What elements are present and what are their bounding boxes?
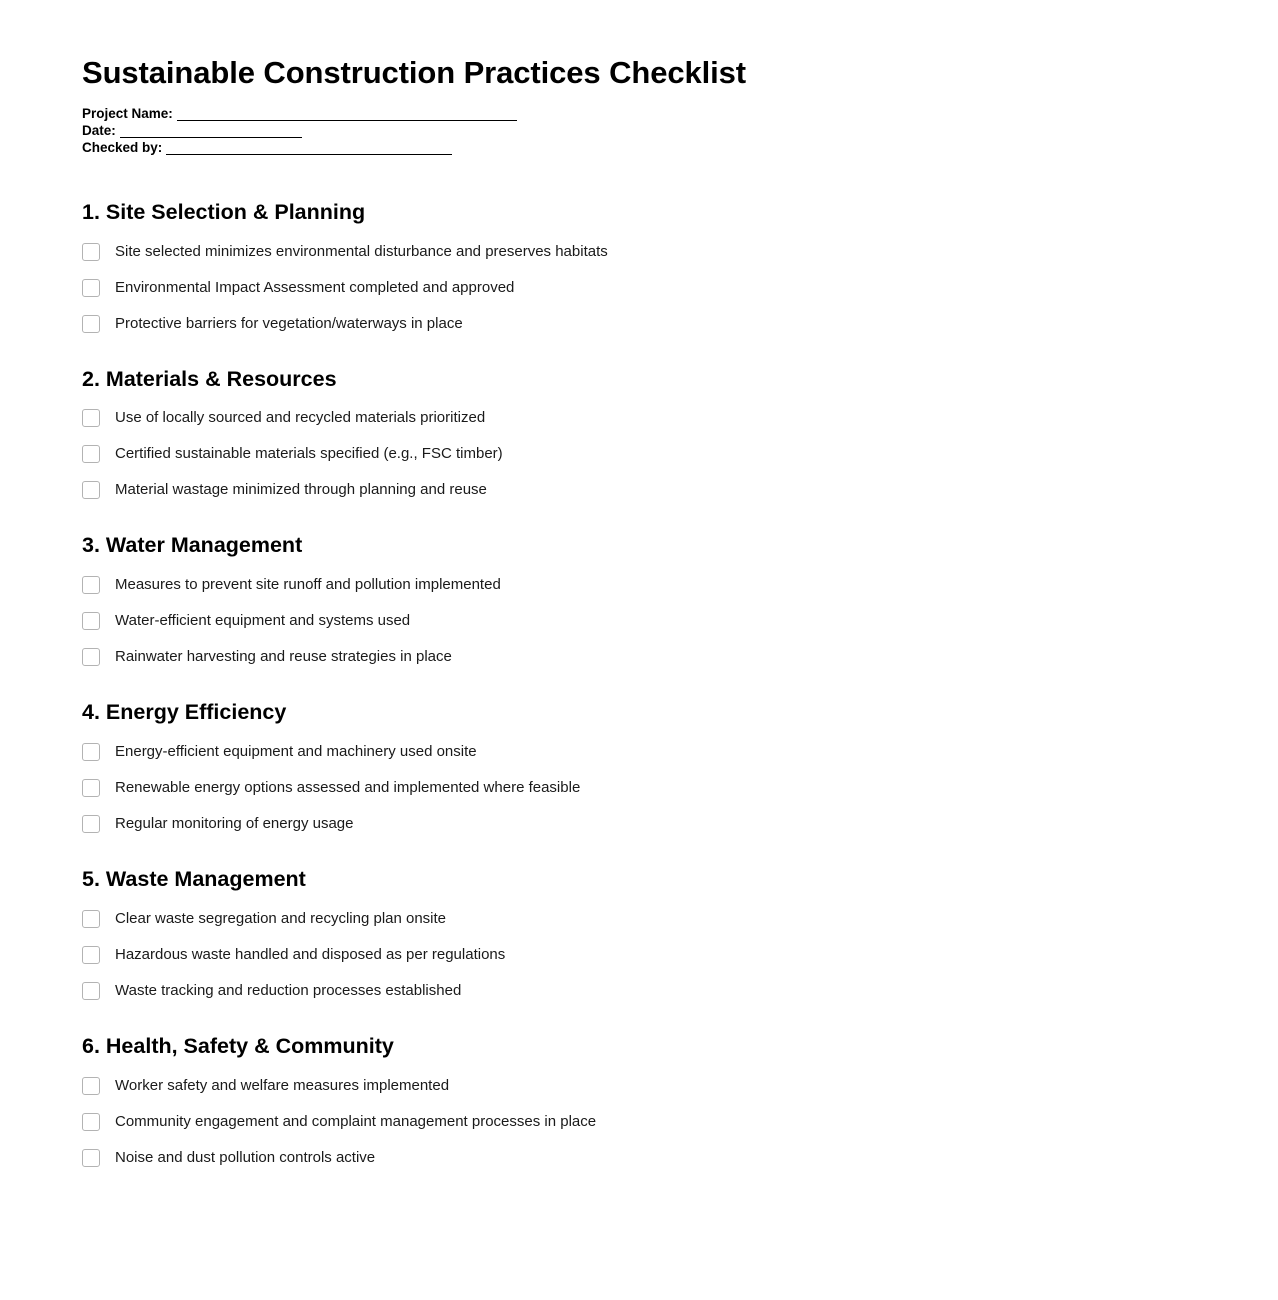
- checkbox-icon[interactable]: [82, 481, 100, 499]
- meta-label-date: Date:: [82, 122, 116, 138]
- checklist-item[interactable]: [82, 981, 1278, 1000]
- checklist-items: [82, 575, 1278, 666]
- checklist-item-label: Site selected minimizes environmental disturbance and preserves habitats: [115, 242, 608, 260]
- checkbox-icon[interactable]: [82, 946, 100, 964]
- checklist-item-label: Regular monitoring of energy usage: [115, 814, 354, 832]
- checkbox-icon[interactable]: [82, 612, 100, 630]
- checklist-item-label: Hazardous waste handled and disposed as per regulations: [115, 945, 506, 963]
- checklist-item-label: Community engagement and complaint management processes in place: [115, 1112, 597, 1130]
- checklist-item[interactable]: [82, 909, 1278, 928]
- checkbox-icon[interactable]: [82, 409, 100, 427]
- section-heading: 3. Water Management: [82, 533, 303, 558]
- checklist-item-label: Environmental Impact Assessment completed and approved: [115, 278, 515, 296]
- checklist-items: [82, 742, 1278, 833]
- checklist-item[interactable]: [82, 1148, 1278, 1167]
- checklist-item-label: Energy-efficient equipment and machinery used onsite: [115, 742, 477, 760]
- checklist-item[interactable]: [82, 242, 1278, 261]
- checklist-item[interactable]: [82, 444, 1278, 463]
- checked-by-input[interactable]: [166, 143, 452, 155]
- checkbox-icon[interactable]: [82, 1113, 100, 1131]
- checklist-item-label: Waste tracking and reduction processes established: [115, 981, 462, 999]
- section-heading: 1. Site Selection & Planning: [82, 199, 366, 224]
- checklist-item-label: Renewable energy options assessed and implemented where feasible: [115, 778, 581, 796]
- checkbox-icon[interactable]: [82, 982, 100, 1000]
- checklist-item[interactable]: [82, 480, 1278, 499]
- checkbox-icon[interactable]: [82, 243, 100, 261]
- meta-label-checked-by: Checked by:: [82, 139, 163, 155]
- checklist-item-label: Rainwater harvesting and reuse strategies in place: [115, 648, 452, 666]
- section-heading: 4. Energy Efficiency: [82, 700, 287, 725]
- section-heading: 2. Materials & Resources: [82, 366, 337, 391]
- checklist-item-label: Use of locally sourced and recycled materials prioritized: [115, 409, 486, 427]
- checkbox-icon[interactable]: [82, 743, 100, 761]
- section-water-management: [82, 533, 1278, 666]
- page-title: Sustainable Construction Practices Checklist: [82, 55, 747, 90]
- checkbox-icon[interactable]: [82, 779, 100, 797]
- checkbox-icon[interactable]: [82, 1149, 100, 1167]
- checklist-item[interactable]: [82, 1076, 1278, 1095]
- checklist-items: [82, 242, 1278, 333]
- checklist-item[interactable]: [82, 778, 1278, 797]
- checklist-item-label: Worker safety and welfare measures implemented: [115, 1076, 450, 1094]
- checkbox-icon[interactable]: [82, 815, 100, 833]
- checklist-item[interactable]: [82, 1112, 1278, 1131]
- checkbox-icon[interactable]: [82, 910, 100, 928]
- checkbox-icon[interactable]: [82, 279, 100, 297]
- section-energy-efficiency: [82, 700, 1278, 833]
- checklist-item-label: Noise and dust pollution controls active: [115, 1148, 376, 1166]
- checklist-item[interactable]: [82, 575, 1278, 594]
- checklist-items: [82, 408, 1278, 499]
- checklist-item[interactable]: [82, 611, 1278, 630]
- section-health-safety-community: [82, 1034, 1278, 1167]
- project-name-input[interactable]: [177, 109, 517, 121]
- checklist-item-label: Material wastage minimized through planning and reuse: [115, 481, 487, 499]
- checklist-item[interactable]: [82, 278, 1278, 297]
- checkbox-icon[interactable]: [82, 576, 100, 594]
- section-heading: 6. Health, Safety & Community: [82, 1033, 394, 1058]
- checkbox-icon[interactable]: [82, 315, 100, 333]
- checklist-item[interactable]: [82, 647, 1278, 666]
- checklist-item-label: Certified sustainable materials specified (e.g., FSC timber): [115, 445, 503, 463]
- checklist-item-label: Measures to prevent site runoff and pollution implemented: [115, 576, 501, 594]
- meta-field-project-name: [82, 105, 1278, 122]
- section-site-selection-planning: [82, 200, 1278, 333]
- section-heading: 5. Waste Management: [82, 866, 306, 891]
- checklist-item[interactable]: [82, 945, 1278, 964]
- checklist-item-label: Protective barriers for vegetation/waterways in place: [115, 314, 463, 332]
- document-meta-fields: [82, 105, 1278, 156]
- checklist-item[interactable]: [82, 814, 1278, 833]
- checkbox-icon[interactable]: [82, 445, 100, 463]
- checkbox-icon[interactable]: [82, 1077, 100, 1095]
- section-materials-resources: [82, 367, 1278, 500]
- checklist-item-label: Clear waste segregation and recycling plan onsite: [115, 909, 447, 927]
- checklist-items: [82, 909, 1278, 1000]
- date-input[interactable]: [120, 126, 302, 138]
- meta-label-project-name: Project Name:: [82, 105, 173, 121]
- meta-field-checked-by: [82, 139, 1278, 156]
- checklist-item[interactable]: [82, 742, 1278, 761]
- checkbox-icon[interactable]: [82, 648, 100, 666]
- meta-field-date: [82, 122, 1278, 139]
- section-waste-management: [82, 867, 1278, 1000]
- checklist-item-label: Water-efficient equipment and systems used: [115, 612, 411, 630]
- checklist-items: [82, 1076, 1278, 1167]
- checklist-item[interactable]: [82, 314, 1278, 333]
- checklist-item[interactable]: [82, 408, 1278, 427]
